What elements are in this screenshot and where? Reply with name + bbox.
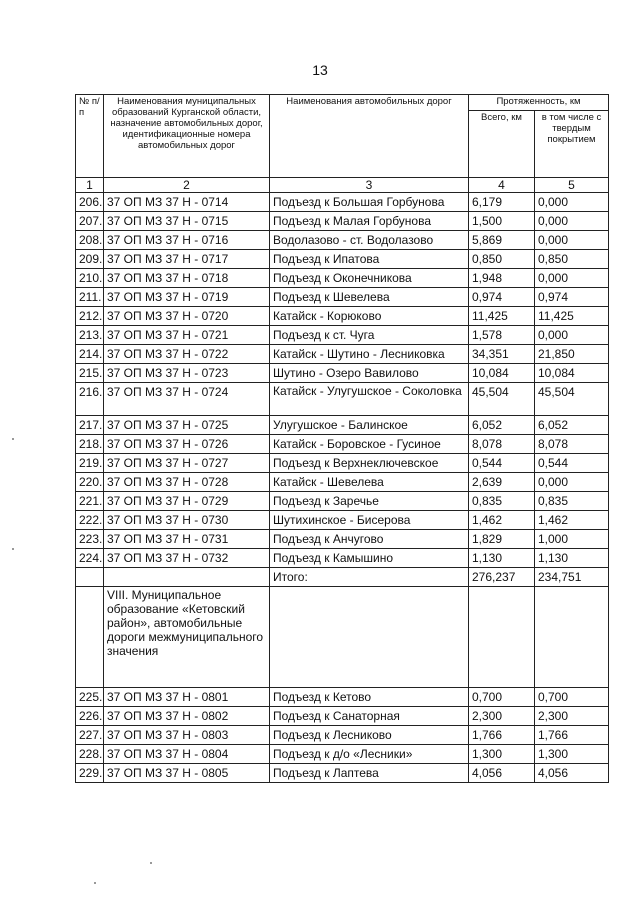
total-sum: 276,237 bbox=[469, 568, 535, 587]
length-total: 10,084 bbox=[469, 364, 535, 383]
table-row bbox=[76, 764, 609, 783]
length-total: 1,829 bbox=[469, 530, 535, 549]
scan-speck bbox=[150, 862, 152, 864]
road-id: 37 ОП МЗ 37 Н - 0723 bbox=[104, 364, 270, 383]
table-row bbox=[76, 193, 609, 212]
row-number: 214. bbox=[76, 345, 104, 364]
road-id: 37 ОП МЗ 37 Н - 0721 bbox=[104, 326, 270, 345]
length-total: 11,425 bbox=[469, 307, 535, 326]
length-total: 1,300 bbox=[469, 745, 535, 764]
table-row bbox=[76, 530, 609, 549]
road-id: 37 ОП МЗ 37 Н - 0724 bbox=[104, 383, 270, 416]
row-number: 215. bbox=[76, 364, 104, 383]
length-total: 6,052 bbox=[469, 416, 535, 435]
table-row bbox=[76, 435, 609, 454]
road-name: Шутихинское - Бисерова bbox=[270, 511, 469, 530]
road-id: 37 ОП МЗ 37 Н - 0803 bbox=[104, 726, 270, 745]
length-paved: 45,504 bbox=[535, 383, 609, 416]
table-row bbox=[76, 364, 609, 383]
length-paved: 1,130 bbox=[535, 549, 609, 568]
length-paved: 0,000 bbox=[535, 326, 609, 345]
length-paved: 0,000 bbox=[535, 231, 609, 250]
length-paved: 0,700 bbox=[535, 688, 609, 707]
row-number: 226. bbox=[76, 707, 104, 726]
row-number: 229. bbox=[76, 764, 104, 783]
length-total: 34,351 bbox=[469, 345, 535, 364]
road-id: 37 ОП МЗ 37 Н - 0729 bbox=[104, 492, 270, 511]
road-name: Подъезд к Ипатова bbox=[270, 250, 469, 269]
length-total: 0,544 bbox=[469, 454, 535, 473]
length-total: 2,639 bbox=[469, 473, 535, 492]
table-row bbox=[76, 707, 609, 726]
table-row bbox=[76, 307, 609, 326]
total-label: Итого: bbox=[270, 568, 469, 587]
road-name: Подъезд к Оконечникова bbox=[270, 269, 469, 288]
length-paved: 1,000 bbox=[535, 530, 609, 549]
header-road: Наименования автомобильных дорог bbox=[270, 95, 469, 178]
column-number: 1 bbox=[76, 178, 104, 193]
row-number: 220. bbox=[76, 473, 104, 492]
row-number: 209. bbox=[76, 250, 104, 269]
length-total: 1,500 bbox=[469, 212, 535, 231]
row-number: 208. bbox=[76, 231, 104, 250]
length-total: 1,766 bbox=[469, 726, 535, 745]
total-paved-sum: 234,751 bbox=[535, 568, 609, 587]
road-id: 37 ОП МЗ 37 Н - 0727 bbox=[104, 454, 270, 473]
row-number: 206. bbox=[76, 193, 104, 212]
road-id: 37 ОП МЗ 37 Н - 0801 bbox=[104, 688, 270, 707]
row-number: 210. bbox=[76, 269, 104, 288]
scan-speck bbox=[12, 548, 14, 550]
road-id: 37 ОП МЗ 37 Н - 0732 bbox=[104, 549, 270, 568]
table-row bbox=[76, 212, 609, 231]
road-name: Катайск - Боровское - Гусиное bbox=[270, 435, 469, 454]
scan-speck bbox=[94, 882, 96, 884]
row-number: 225. bbox=[76, 688, 104, 707]
length-paved: 21,850 bbox=[535, 345, 609, 364]
length-total: 0,700 bbox=[469, 688, 535, 707]
road-name: Подъезд к Верхнеключевское bbox=[270, 454, 469, 473]
road-name: Подъезд к Шевелева bbox=[270, 288, 469, 307]
length-paved: 0,000 bbox=[535, 473, 609, 492]
section-row bbox=[76, 587, 609, 688]
table-row bbox=[76, 288, 609, 307]
table-row bbox=[76, 473, 609, 492]
road-id: 37 ОП МЗ 37 Н - 0720 bbox=[104, 307, 270, 326]
length-paved: 0,000 bbox=[535, 212, 609, 231]
table-row bbox=[76, 326, 609, 345]
road-id: 37 ОП МЗ 37 Н - 0728 bbox=[104, 473, 270, 492]
length-total: 1,948 bbox=[469, 269, 535, 288]
roads-table bbox=[75, 94, 609, 783]
length-paved: 4,056 bbox=[535, 764, 609, 783]
road-id: 37 ОП МЗ 37 Н - 0805 bbox=[104, 764, 270, 783]
row-number: 217. bbox=[76, 416, 104, 435]
road-id: 37 ОП МЗ 37 Н - 0719 bbox=[104, 288, 270, 307]
road-id: 37 ОП МЗ 37 Н - 0730 bbox=[104, 511, 270, 530]
column-number: 3 bbox=[270, 178, 469, 193]
length-paved: 0,544 bbox=[535, 454, 609, 473]
road-id: 37 ОП МЗ 37 Н - 0715 bbox=[104, 212, 270, 231]
length-total: 4,056 bbox=[469, 764, 535, 783]
road-id: 37 ОП МЗ 37 Н - 0731 bbox=[104, 530, 270, 549]
length-total: 6,179 bbox=[469, 193, 535, 212]
length-paved: 6,052 bbox=[535, 416, 609, 435]
length-total: 8,078 bbox=[469, 435, 535, 454]
length-total: 0,850 bbox=[469, 250, 535, 269]
page-number: 13 bbox=[312, 62, 328, 78]
row-number: 227. bbox=[76, 726, 104, 745]
road-name: Подъезд к Лесниково bbox=[270, 726, 469, 745]
length-paved: 0,835 bbox=[535, 492, 609, 511]
road-name: Подъезд к Камышино bbox=[270, 549, 469, 568]
table-row bbox=[76, 416, 609, 435]
road-id: 37 ОП МЗ 37 Н - 0804 bbox=[104, 745, 270, 764]
table-row bbox=[76, 492, 609, 511]
table-row bbox=[76, 269, 609, 288]
table-row bbox=[76, 549, 609, 568]
length-paved: 10,084 bbox=[535, 364, 609, 383]
road-id: 37 ОП МЗ 37 Н - 0722 bbox=[104, 345, 270, 364]
road-name: Подъезд к Малая Горбунова bbox=[270, 212, 469, 231]
table-row bbox=[76, 250, 609, 269]
row-number: 213. bbox=[76, 326, 104, 345]
row-number: 218. bbox=[76, 435, 104, 454]
row-number: 207. bbox=[76, 212, 104, 231]
road-name: Подъезд к Санаторная bbox=[270, 707, 469, 726]
row-number: 212. bbox=[76, 307, 104, 326]
table-row bbox=[76, 726, 609, 745]
row-number: 216. bbox=[76, 383, 104, 416]
table-row bbox=[76, 383, 609, 416]
road-name: Подъезд к Большая Горбунова bbox=[270, 193, 469, 212]
length-paved: 0,974 bbox=[535, 288, 609, 307]
road-name: Подъезд к д/о «Лесники» bbox=[270, 745, 469, 764]
column-number: 2 bbox=[104, 178, 270, 193]
row-number: 221. bbox=[76, 492, 104, 511]
row-number: 223. bbox=[76, 530, 104, 549]
road-id: 37 ОП МЗ 37 Н - 0802 bbox=[104, 707, 270, 726]
road-name: Подъезд к ст. Чуга bbox=[270, 326, 469, 345]
table-row bbox=[76, 454, 609, 473]
length-total: 5,869 bbox=[469, 231, 535, 250]
length-total: 2,300 bbox=[469, 707, 535, 726]
road-name: Подъезд к Лаптева bbox=[270, 764, 469, 783]
table-row bbox=[76, 231, 609, 250]
length-paved: 1,300 bbox=[535, 745, 609, 764]
road-name: Водолазово - ст. Водолазово bbox=[270, 231, 469, 250]
road-id: 37 ОП МЗ 37 Н - 0725 bbox=[104, 416, 270, 435]
length-paved: 0,850 bbox=[535, 250, 609, 269]
road-name: Подъезд к Заречье bbox=[270, 492, 469, 511]
row-number: 211. bbox=[76, 288, 104, 307]
section-title: VIII. Муниципальное образование «Кетовский район», автомобильные дороги межмуниципального значения bbox=[104, 587, 270, 688]
road-name: Катайск - Шутино - Лесниковка bbox=[270, 345, 469, 364]
table-row bbox=[76, 745, 609, 764]
road-id: 37 ОП МЗ 37 Н - 0716 bbox=[104, 231, 270, 250]
column-number: 5 bbox=[535, 178, 609, 193]
total-row bbox=[76, 568, 609, 587]
row-number: 219. bbox=[76, 454, 104, 473]
length-paved: 1,766 bbox=[535, 726, 609, 745]
row-number: 222. bbox=[76, 511, 104, 530]
length-total: 0,835 bbox=[469, 492, 535, 511]
row-number: 228. bbox=[76, 745, 104, 764]
road-name: Катайск - Корюково bbox=[270, 307, 469, 326]
table-row bbox=[76, 511, 609, 530]
scan-speck bbox=[12, 438, 14, 440]
length-paved: 2,300 bbox=[535, 707, 609, 726]
road-name: Катайск - Улугушское - Соколовка bbox=[270, 383, 469, 416]
header-num: № п/п bbox=[76, 95, 104, 178]
table-row bbox=[76, 688, 609, 707]
length-paved: 0,000 bbox=[535, 193, 609, 212]
length-paved: 0,000 bbox=[535, 269, 609, 288]
column-numbers-row bbox=[76, 178, 609, 193]
length-total: 45,504 bbox=[469, 383, 535, 416]
road-id: 37 ОП МЗ 37 Н - 0714 bbox=[104, 193, 270, 212]
road-name: Подъезд к Анчугово bbox=[270, 530, 469, 549]
road-name: Шутино - Озеро Вавилово bbox=[270, 364, 469, 383]
road-name: Улугушское - Балинское bbox=[270, 416, 469, 435]
header-total: Всего, км bbox=[469, 111, 535, 178]
road-name: Катайск - Шевелева bbox=[270, 473, 469, 492]
row-number: 224. bbox=[76, 549, 104, 568]
column-number: 4 bbox=[469, 178, 535, 193]
road-id: 37 ОП МЗ 37 Н - 0726 bbox=[104, 435, 270, 454]
length-total: 0,974 bbox=[469, 288, 535, 307]
length-total: 1,462 bbox=[469, 511, 535, 530]
length-paved: 11,425 bbox=[535, 307, 609, 326]
length-paved: 1,462 bbox=[535, 511, 609, 530]
header-paved: в том числе с твердым покрытием bbox=[535, 111, 609, 178]
header-ident: Наименования муниципальных образований Курганской области, назначение автомобильных дорог, идентификационные номера автомобильных дорог bbox=[104, 95, 270, 178]
road-id: 37 ОП МЗ 37 Н - 0717 bbox=[104, 250, 270, 269]
length-total: 1,578 bbox=[469, 326, 535, 345]
length-paved: 8,078 bbox=[535, 435, 609, 454]
length-total: 1,130 bbox=[469, 549, 535, 568]
header-length: Протяженность, км bbox=[469, 95, 609, 111]
road-name: Подъезд к Кетово bbox=[270, 688, 469, 707]
table-row bbox=[76, 345, 609, 364]
road-id: 37 ОП МЗ 37 Н - 0718 bbox=[104, 269, 270, 288]
